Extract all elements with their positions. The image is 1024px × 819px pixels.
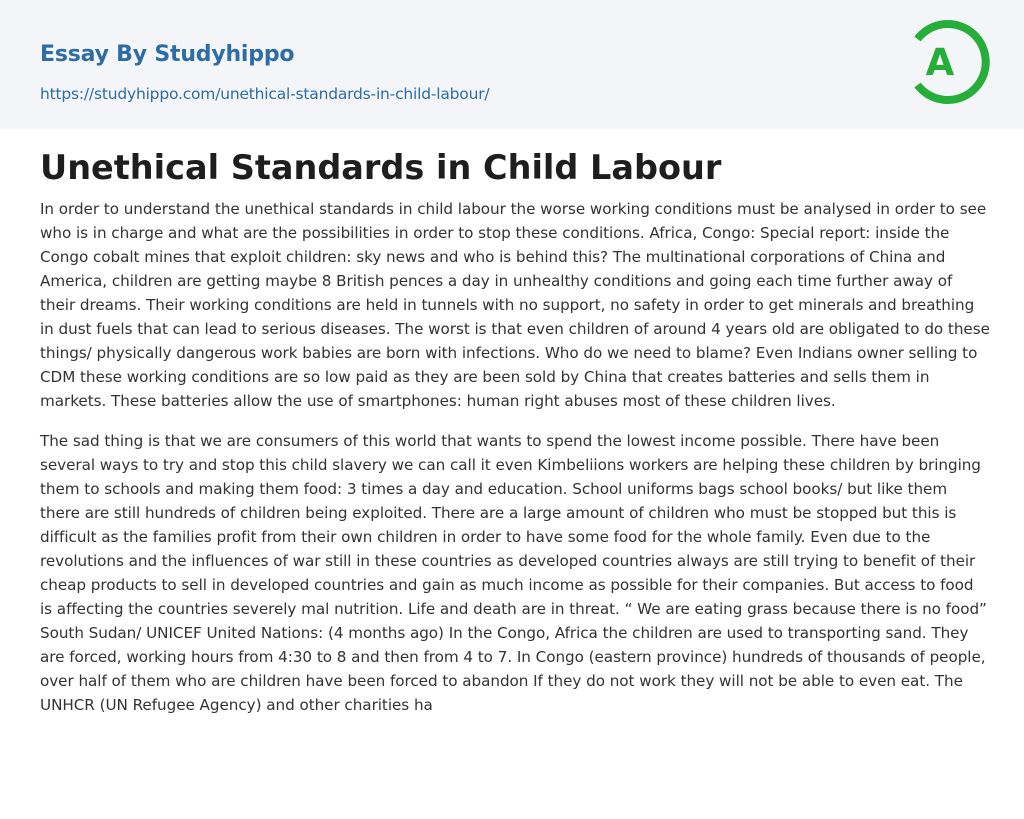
studyhippo-logo-icon[interactable]	[906, 16, 990, 108]
essay-paragraph: In order to understand the unethical standards in child labour the worse working conditions must be analysed in order to see who is in charge and what are the possibilities in order to stop these conditions. Africa, Congo: Special report: inside the Congo cobalt mines that exploit children: sky news and who is behind this? The multinational corporations of China and America, children are getting maybe 8 British pences a day in unhealthy conditions and going each time further away of their dreams. Their working conditions are held in tunnels with no support, no safety in order to get minerals and breathing in dust fuels that can lead to serious diseases. The worst is that even children of around 4 years old are obligated to do these things/ physically dangerous work babies are born with infections. Who do we need to blame? Even Indians owner selling to CDM these working conditions are so low paid as they are been sold by China that creates batteries and sells them in markets. These batteries allow the use of smartphones: human right abuses most of these children lives.	[40, 200, 990, 410]
essay-paragraph: The sad thing is that we are consumers of this world that wants to spend the lowest income possible. There have been several ways to try and stop this child slavery we can call it even Kimbeliions workers are helping these children by bringing them to schools and making them food: 3 times a day and education. School uniforms bags school books/ but like them there are still hundreds of children being exploited. There are a large amount of children who must be stopped but this is difficult as the families profit from their own children in order to have some food for the whole family. Even due to the revolutions and the influences of war still in these countries as developed countries always are still trying to benefit of their cheap products to sell in developed countries and gain as much income as possible for their companies. But access to food is affecting the countries severely mal nutrition. Life and death are in threat. “ We are eating grass because there is no food” South Sudan/ UNICEF United Nations: (4 months ago) In the Congo, Africa the children are used to transporting sand. They are forced, working hours from 4:30 to 8 and then from 4 to 7. In Congo (eastern province) hundreds of thousands of people, over half of them who are children have been forced to abandon If they do not work they will not be able to even eat. The UNHCR (UN Refugee Agency) and other charities ha	[40, 432, 987, 714]
essay-title: Unethical Standards in Child Labour	[40, 148, 722, 187]
site-header	[0, 0, 1024, 129]
essay-url-link[interactable]: https://studyhippo.com/unethical-standards-in-child-labour/	[40, 85, 490, 103]
brand-title[interactable]: Essay By Studyhippo	[40, 42, 295, 67]
essay-content	[40, 146, 990, 733]
logo-letter: A	[925, 41, 955, 84]
